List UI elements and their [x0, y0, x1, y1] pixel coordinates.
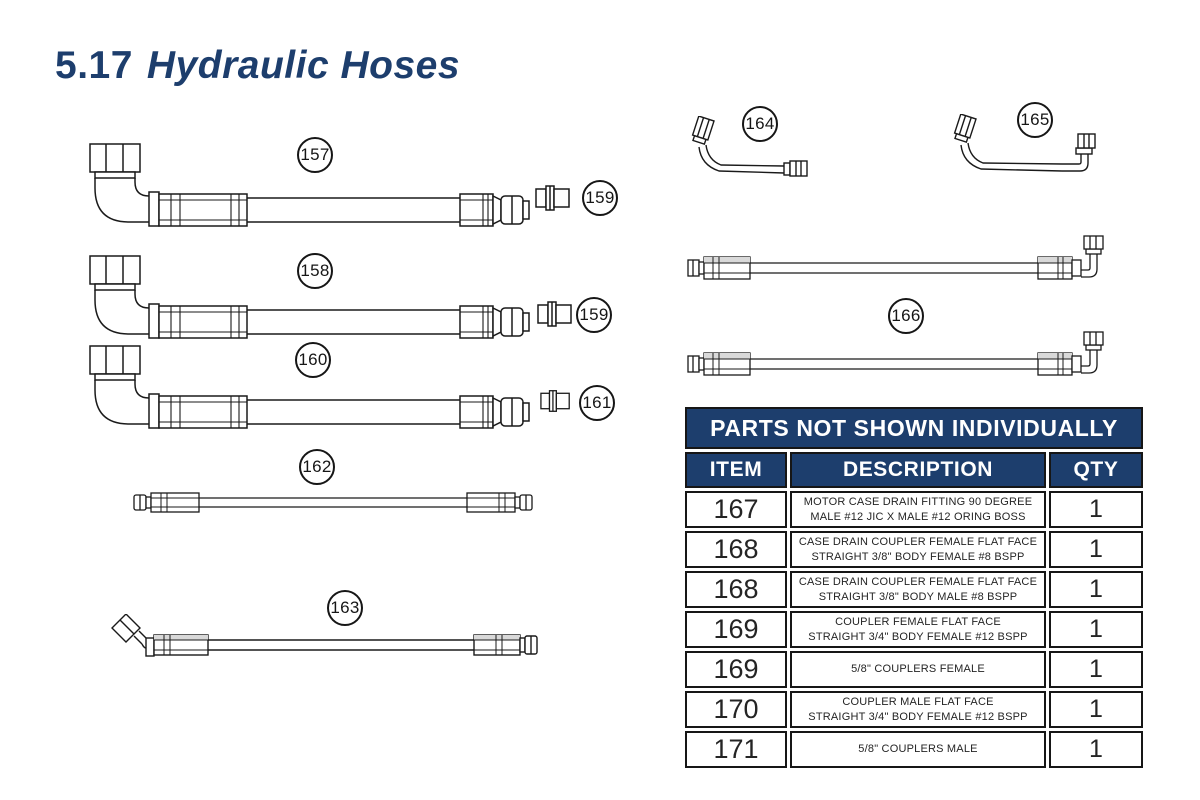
table-row	[685, 731, 1143, 768]
description-line: CASE DRAIN COUPLER FEMALE FLAT FACE	[798, 576, 1038, 589]
callout-158: 158	[297, 253, 333, 289]
item-description	[790, 491, 1046, 528]
description-line: STRAIGHT 3/4" BODY FEMALE #12 BSPP	[808, 630, 1028, 643]
item-number: 169	[685, 651, 787, 688]
description-line: STRAIGHT 3/8" BODY MALE #8 BSPP	[818, 590, 1018, 603]
callout-164: 164	[742, 106, 778, 142]
item-number: 170	[685, 691, 787, 728]
description-line: 5/8" COUPLERS FEMALE	[851, 663, 985, 676]
item-number: 169	[685, 611, 787, 648]
description-line: COUPLER FEMALE FLAT FACE	[835, 616, 1001, 629]
description-line: MALE #12 JIC X MALE #12 ORING BOSS	[810, 510, 1026, 523]
hose-163-drawing	[98, 614, 538, 669]
item-description	[790, 691, 1046, 728]
section-title: Hydraulic Hoses	[146, 44, 461, 87]
callout-160: 160	[295, 342, 331, 378]
col-header-qty: QTY	[1049, 452, 1143, 488]
table-row	[685, 611, 1143, 648]
description-line: COUPLER MALE FLAT FACE	[842, 696, 994, 709]
item-description	[790, 731, 1046, 768]
table-row	[685, 571, 1143, 608]
callout-162: 162	[299, 449, 335, 485]
parts-table	[682, 404, 1140, 771]
item-description	[790, 611, 1046, 648]
coupler-161-drawing	[540, 389, 571, 413]
hose-166b-drawing	[686, 330, 1106, 386]
section-number: 5.17	[55, 44, 133, 87]
item-description	[790, 531, 1046, 568]
hose-162-drawing	[133, 487, 535, 518]
description-line: 5/8" COUPLERS MALE	[858, 743, 978, 756]
col-header-description: DESCRIPTION	[790, 452, 1046, 488]
description-line: STRAIGHT 3/8" BODY FEMALE #8 BSPP	[811, 550, 1025, 563]
item-description	[790, 651, 1046, 688]
item-description	[790, 571, 1046, 608]
callout-157: 157	[297, 137, 333, 173]
item-number: 168	[685, 571, 787, 608]
table-row	[685, 491, 1143, 528]
hose-166a-drawing	[686, 234, 1106, 290]
item-number: 171	[685, 731, 787, 768]
item-qty: 1	[1049, 571, 1143, 608]
page-title	[55, 44, 460, 88]
coupler-159-drawing	[535, 184, 571, 212]
callout-159: 159	[582, 180, 618, 216]
callout-165: 165	[1017, 102, 1053, 138]
description-line: STRAIGHT 3/4" BODY FEMALE #12 BSPP	[808, 710, 1028, 723]
item-qty: 1	[1049, 491, 1143, 528]
description-line: MOTOR CASE DRAIN FITTING 90 DEGREE	[803, 496, 1033, 509]
callout-161: 161	[579, 385, 615, 421]
description-line: CASE DRAIN COUPLER FEMALE FLAT FACE	[798, 536, 1038, 549]
item-qty: 1	[1049, 651, 1143, 688]
item-qty: 1	[1049, 611, 1143, 648]
callout-163: 163	[327, 590, 363, 626]
item-qty: 1	[1049, 731, 1143, 768]
table-title: PARTS NOT SHOWN INDIVIDUALLY	[685, 407, 1143, 449]
coupler-159b-drawing	[537, 300, 573, 328]
table-row	[685, 651, 1143, 688]
table-row	[685, 691, 1143, 728]
item-qty: 1	[1049, 531, 1143, 568]
item-number: 167	[685, 491, 787, 528]
callout-166: 166	[888, 298, 924, 334]
table-row	[685, 531, 1143, 568]
callout-159b: 159	[576, 297, 612, 333]
col-header-item: ITEM	[685, 452, 787, 488]
item-number: 168	[685, 531, 787, 568]
item-qty: 1	[1049, 691, 1143, 728]
